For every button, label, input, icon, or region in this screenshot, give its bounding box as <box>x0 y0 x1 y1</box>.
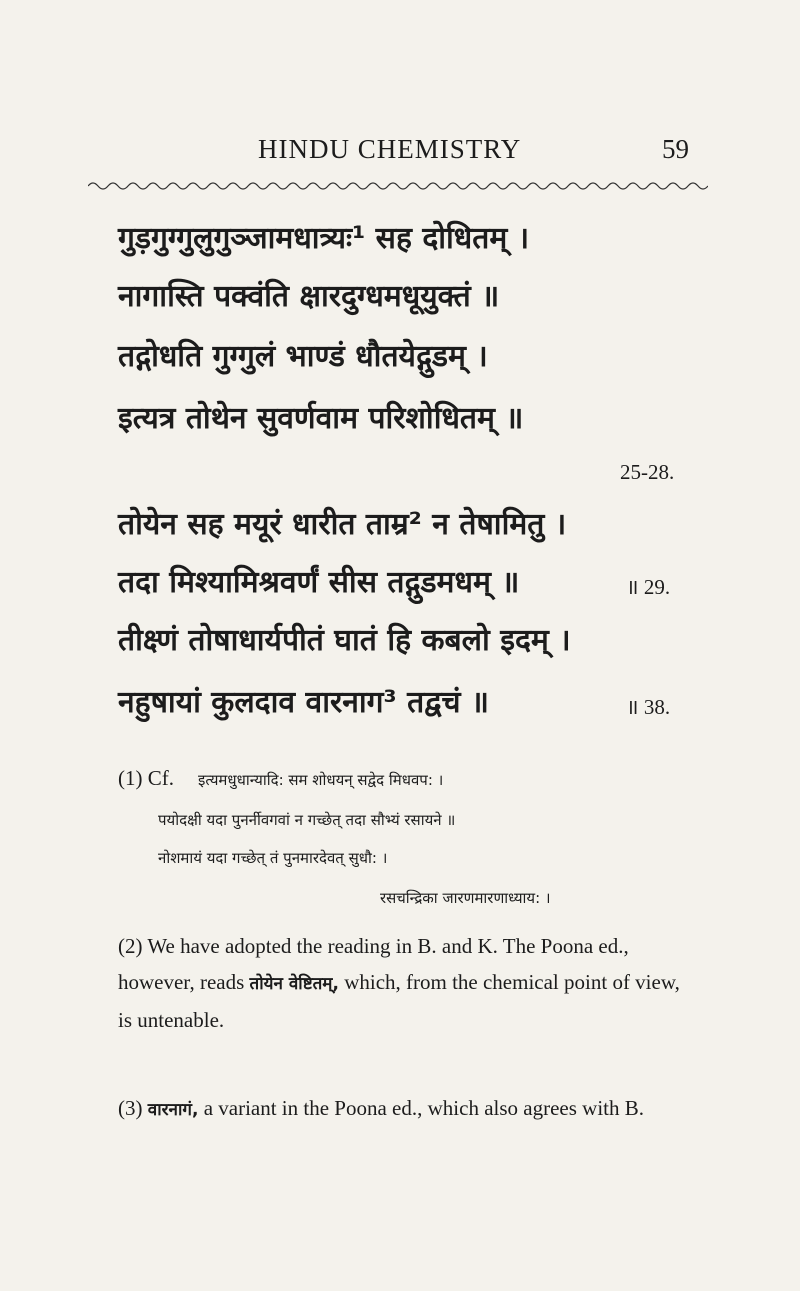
ornamental-rule <box>88 178 708 192</box>
footnote-3 <box>118 1090 698 1128</box>
verse-line: नहुषायां कुलदाव वारनाग³ तद्वचं ॥ <box>118 685 489 720</box>
verse-number: ॥ 29. <box>626 575 671 599</box>
footnote-3-marker: (3) <box>118 1096 143 1120</box>
footnote-1-source: रसचन्द्रिका जारणमारणाध्याय: । <box>380 889 551 907</box>
running-head: HINDU CHEMISTRY <box>258 134 522 164</box>
verse-line: इत्यत्र तोथेन सुवर्णवाम परिशोधितम् ॥ <box>118 401 524 436</box>
footnote-1-line: पयोदक्षी यदा पुनर्नीवगवां न गच्छेत् तदा सौभ्यं रसायने ॥ <box>158 811 456 829</box>
verse-number: ॥ 38. <box>626 695 671 719</box>
verse-line: तीक्ष्णं तोषाधार्यपीतं घातं हि कबलो इदम् । <box>118 623 571 658</box>
footnote-2-rest: which, from the chemical point of view, is untenable. <box>118 970 680 1032</box>
footnote-3-devanagari: वारनागं, <box>147 1100 199 1120</box>
verse-line: तोयेन सह मयूरं धारीत ताम्र² न तेषामितु । <box>118 507 567 542</box>
verse-line: तदा मिश्यामिश्रवर्णं सीस तद्गुडमधम् ॥ <box>118 565 520 600</box>
page-number: 59 <box>662 134 689 164</box>
verse-line: गुड़गुग्गुलुगुञ्जामधात्र्यः¹ सह दोधितम् । <box>118 221 530 256</box>
verse-line: नागास्ति पक्वंति क्षारदुग्धमधूयुक्तं ॥ <box>118 279 500 314</box>
footnote-1-line: इत्यमधुधान्यादि: सम शोधयन् सद्वेद मिधवप: । <box>198 771 444 789</box>
footnote-3-text: a variant in the Poona ed., which also agrees with B. <box>203 1096 644 1120</box>
footnote-2 <box>118 928 698 1038</box>
verse-number: 25-28. <box>620 460 675 484</box>
footnote-2-devanagari: तोयेन वेष्टितम्, <box>249 974 339 994</box>
footnote-1-line: नोशमायं यदा गच्छेत् तं पुनमारदेवत् सुधौ: । <box>158 849 388 867</box>
verse-line: तद्गोधति गुग्गुलं भाण्डं धौतयेद्गुडम् । <box>118 339 488 374</box>
footnote-1-marker: (1) Cf. <box>118 766 174 790</box>
footnote-2-text: (2) We have adopted the reading in B. and K. The Poona ed., however, reads <box>118 934 629 994</box>
